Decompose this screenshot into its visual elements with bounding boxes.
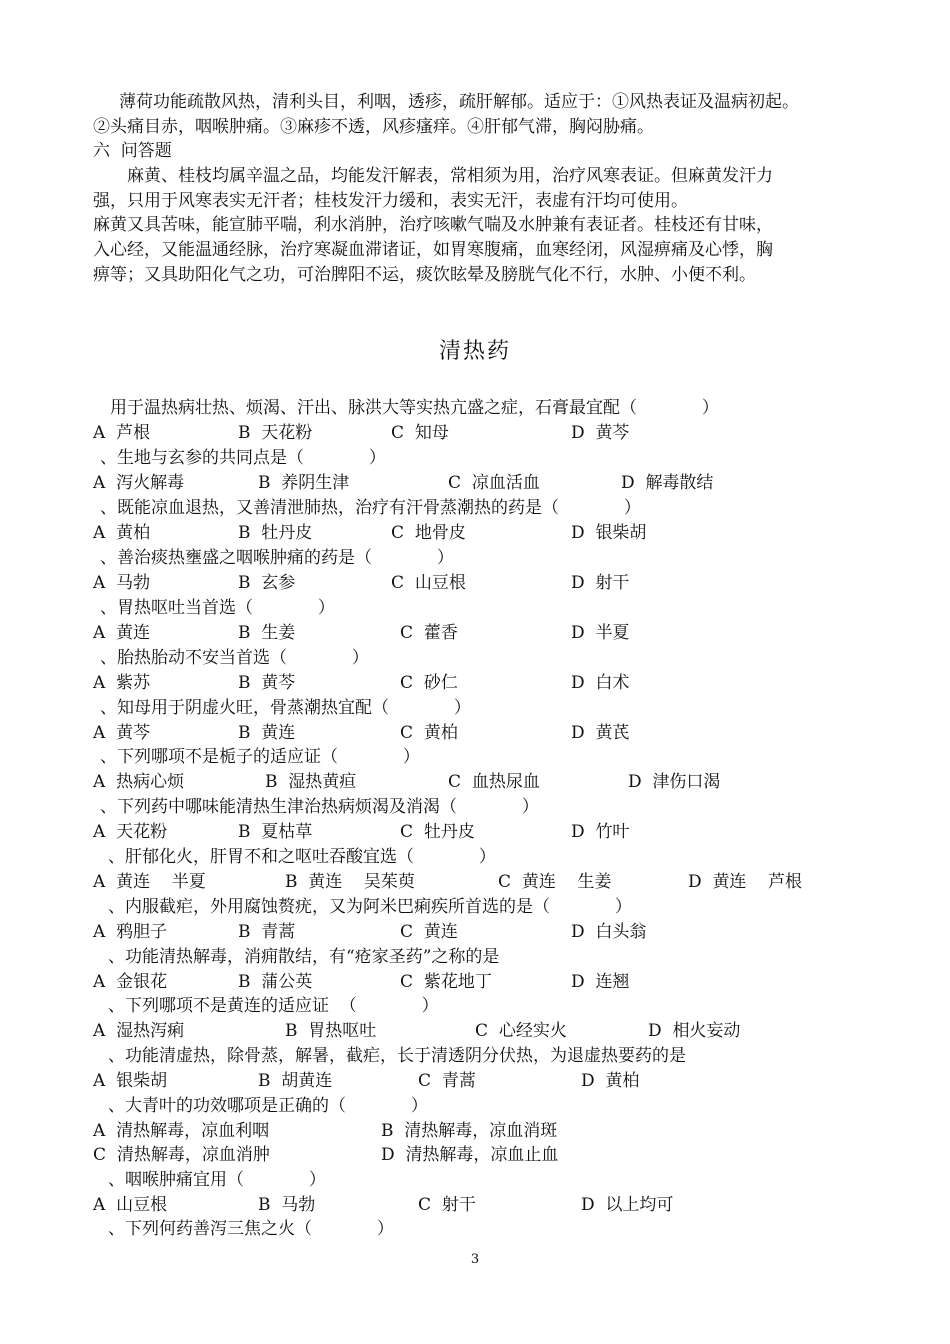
option-b: B 湿热黄疸 (265, 772, 357, 792)
question-14: 、功能清虚热，除骨蒸，解暑，截疟，长于清透阴分伏热，为退虚热要药的是 (108, 1046, 686, 1066)
option-b: B 黄连 (238, 723, 296, 743)
question-9: 、下列药中哪味能清热生津治热病烦渴及消渴（ ） (100, 797, 539, 817)
intro-line-1: 薄荷功能疏散风热，清利头目，利咽，透疹，疏肝解郁。适应于：①风热表证及温病初起。 (119, 92, 799, 112)
option-d: D 相火妄动 (648, 1021, 741, 1041)
option-d: D 黄芪 (571, 723, 630, 743)
question-17: 、下列何药善泻三焦之火（ ） (108, 1219, 394, 1239)
section-title: 清热药 (438, 339, 511, 364)
intro-line-5: 强，只用于风寒表实无汗者；桂枝发汗力缓和，表实无汗，表虚有汗均可使用。 (93, 191, 688, 211)
option-c: C 紫花地丁 (400, 972, 492, 992)
option-c: C 藿香 (400, 623, 458, 643)
option-b: B 马勃 (258, 1195, 316, 1215)
option-b: B 蒲公英 (238, 972, 313, 992)
option-c: C 牡丹皮 (400, 822, 475, 842)
option-a: A 清热解毒，凉血利咽 (93, 1121, 270, 1141)
option-c: C 地骨皮 (391, 523, 466, 543)
option-a: A 紫苏 (93, 673, 151, 693)
option-a: A 金银花 (93, 972, 168, 992)
option-c: C 青蒿 (418, 1071, 476, 1091)
question-6: 、胎热胎动不安当首选（ ） (100, 648, 369, 668)
option-c: C 知母 (391, 423, 449, 443)
option-d: D 黄芩 (571, 423, 630, 443)
option-a: A 黄芩 (93, 723, 151, 743)
question-12: 、功能清热解毒，消痈散结，有“疮家圣药”之称的是 (108, 947, 500, 967)
option-c: C 清热解毒，凉血消肿 (93, 1145, 270, 1165)
question-4: 、善治痰热壅盛之咽喉肿痛的药是（ ） (100, 548, 454, 568)
option-d: D 黄柏 (581, 1071, 640, 1091)
option-c: C 黄柏 (400, 723, 458, 743)
option-d: D 清热解毒，凉血止血 (381, 1145, 559, 1165)
option-b: B 牡丹皮 (238, 523, 313, 543)
option-b: B 夏枯草 (238, 822, 313, 842)
option-d: D 半夏 (571, 623, 630, 643)
option-a: A 黄连 半夏 (93, 872, 206, 892)
option-a: A 芦根 (93, 423, 151, 443)
option-c: C 砂仁 (400, 673, 458, 693)
option-d: D 连翘 (571, 972, 630, 992)
intro-line-8: 痹等；又具助阳化气之功，可治脾阳不运，痰饮眩晕及膀胱气化不行，水肿、小便不利。 (93, 265, 756, 285)
option-a: A 热病心烦 (93, 772, 185, 792)
option-a: A 鸦胆子 (93, 922, 168, 942)
question-1: 用于温热病壮热、烦渴、汗出、脉洪大等实热亢盛之症，石膏最宜配（ ） (110, 398, 719, 418)
option-d: D 银柴胡 (571, 523, 647, 543)
intro-line-4: 麻黄、桂枝均属辛温之品，均能发汗解表，常相须为用，治疗风寒表证。但麻黄发汗力 (127, 166, 773, 186)
question-13: 、下列哪项不是黄连的适应证 （ ） (108, 996, 439, 1016)
option-b: B 黄芩 (238, 673, 296, 693)
option-d: D 射干 (571, 573, 630, 593)
option-b: B 青蒿 (238, 922, 296, 942)
option-c: C 山豆根 (391, 573, 466, 593)
question-16: 、咽喉肿痛宜用（ ） (108, 1170, 326, 1190)
option-d: D 解毒散结 (621, 473, 714, 493)
option-c: C 射干 (418, 1195, 476, 1215)
option-a: A 山豆根 (93, 1195, 168, 1215)
option-b: B 胃热呕吐 (285, 1021, 377, 1041)
option-a: A 马勃 (93, 573, 151, 593)
page-number: 3 (470, 1252, 480, 1267)
option-d: D 津伤口渴 (628, 772, 721, 792)
option-b: B 黄连 吴茱萸 (285, 872, 415, 892)
option-d: D 白术 (571, 673, 630, 693)
option-d: D 以上均可 (581, 1195, 674, 1215)
question-8: 、下列哪项不是栀子的适应证（ ） (100, 747, 420, 767)
option-a: A 天花粉 (93, 822, 168, 842)
option-d: D 白头翁 (571, 922, 647, 942)
option-d: D 黄连 芦根 (688, 872, 803, 892)
option-b: B 天花粉 (238, 423, 313, 443)
question-5: 、胃热呕吐当首选（ ） (100, 598, 335, 618)
option-a: A 泻火解毒 (93, 473, 185, 493)
section-heading-qa: 六 问答题 (93, 141, 172, 161)
option-c: C 心经实火 (475, 1021, 567, 1041)
option-b: B 养阴生津 (258, 473, 350, 493)
option-b: B 玄参 (238, 573, 296, 593)
question-2: 、生地与玄参的共同点是（ ） (100, 448, 386, 468)
question-7: 、知母用于阴虚火旺，骨蒸潮热宜配（ ） (100, 698, 471, 718)
option-c: C 凉血活血 (448, 473, 540, 493)
option-c: C 黄连 生姜 (498, 872, 612, 892)
option-b: B 生姜 (238, 623, 296, 643)
option-a: A 黄柏 (93, 523, 151, 543)
option-a: A 银柴胡 (93, 1071, 168, 1091)
option-b: B 胡黄连 (258, 1071, 333, 1091)
option-c: C 血热尿血 (448, 772, 540, 792)
intro-line-6: 麻黄又具苦味，能宣肺平喘，利水消肿，治疗咳嗽气喘及水肿兼有表证者。桂枝还有甘味， (93, 215, 773, 235)
question-11: 、内服截疟，外用腐蚀赘疣，又为阿米巴痢疾所首选的是（ ） (108, 897, 632, 917)
question-3: 、既能凉血退热，又善清泄肺热，治疗有汗骨蒸潮热的药是（ ） (100, 498, 641, 518)
option-c: C 黄连 (400, 922, 458, 942)
intro-line-2: ②头痛目赤，咽喉肿痛。③麻疹不透，风疹瘙痒。④肝郁气滞，胸闷胁痛。 (93, 117, 654, 137)
option-a: A 湿热泻痢 (93, 1021, 185, 1041)
question-10: 、肝郁化火，肝胃不和之呕吐吞酸宜选（ ） (108, 847, 496, 867)
option-d: D 竹叶 (571, 822, 630, 842)
question-15: 、大青叶的功效哪项是正确的（ ） (108, 1096, 428, 1116)
option-b: B 清热解毒，凉血消斑 (381, 1121, 558, 1141)
intro-line-7: 入心经，又能温通经脉，治疗寒凝血滞诸证，如胃寒腹痛，血寒经闭，风湿痹痛及心悸，胸 (93, 240, 773, 260)
option-a: A 黄连 (93, 623, 151, 643)
